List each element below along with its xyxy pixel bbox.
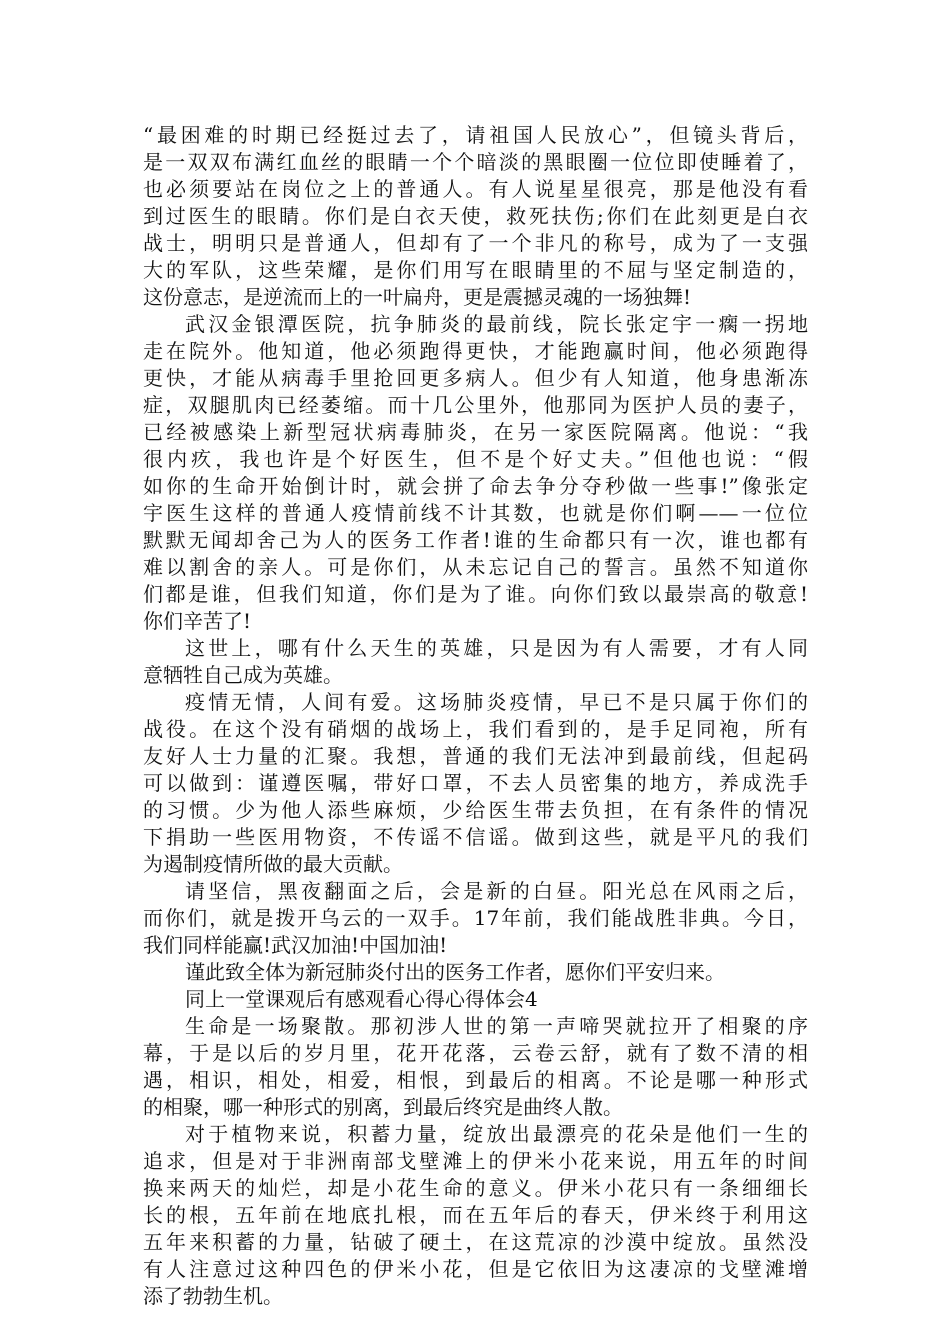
text-line: 的相聚，哪一种形式的别离，到最后终究是曲终人散。 xyxy=(143,1095,623,1119)
text-line: 疫情无情，人间有爱。这场肺炎疫情，早已不是只属于你们的 xyxy=(185,690,808,714)
text-line: 追求，但是对于非洲南部戈壁滩上的伊米小花来说，用五年的时间 xyxy=(143,1149,808,1173)
text-line: 谨此致全体为新冠肺炎付出的医务工作者，愿你们平安归来。 xyxy=(185,960,725,984)
text-line: 已经被感染上新型冠状病毒肺炎，在另一家医院隔离。他说：“我 xyxy=(143,420,808,444)
text-line: 五年来积蓄的力量，钻破了硬土，在这荒凉的沙漠中绽放。虽然没 xyxy=(143,1230,808,1254)
text-line: 如你的生命开始倒计时，就会拼了命去争分夺秒做一些事!”像张定 xyxy=(143,474,808,498)
text-line: 走在院外。他知道，他必须跑得更快，才能跑赢时间，他必须跑得 xyxy=(143,339,808,363)
text-line: 生命是一场聚散。那初涉人世的第一声啼哭就拉开了相聚的序 xyxy=(185,1014,808,1038)
text-line: 你们辛苦了! xyxy=(143,609,252,633)
text-line: 战士，明明只是普通人，但却有了一个非凡的称号，成为了一支强 xyxy=(143,231,808,255)
text-line: 战役。在这个没有硝烟的战场上，我们看到的，是手足同袍，所有 xyxy=(143,717,808,741)
text-line: 也必须要站在岗位之上的普通人。有人说星星很亮，那是他没有看 xyxy=(143,177,808,201)
text-line: “最困难的时期已经挺过去了，请祖国人民放心”，但镜头背后， xyxy=(143,123,808,147)
text-line: 添了勃勃生机。 xyxy=(143,1284,283,1308)
text-line: 这世上，哪有什么天生的英雄，只是因为有人需要，才有人同 xyxy=(185,636,808,660)
text-line: 默默无闻却舍己为人的医务工作者!谁的生命都只有一次，谁也都有 xyxy=(143,528,808,552)
text-line: 遇，相识，相处，相爱，相恨，到最后的相离。不论是哪一种形式 xyxy=(143,1068,808,1092)
text-line: 下捐助一些医用物资，不传谣不信谣。做到这些，就是平凡的我们 xyxy=(143,825,808,849)
paragraph xyxy=(143,311,808,635)
paragraph xyxy=(143,1013,808,1121)
text-line: 更快，才能从病毒手里抢回更多病人。但少有人知道，他身患渐冻 xyxy=(143,366,808,390)
text-line: 宇医生这样的普通人疫情前线不计其数，也就是你们啊——一位位 xyxy=(143,501,808,525)
text-line: 请坚信，黑夜翻面之后，会是新的白昼。阳光总在风雨之后， xyxy=(185,879,808,903)
text-line: 很内疚，我也许是个好医生，但不是个好丈夫。”但他也说：“假 xyxy=(143,447,808,471)
paragraph xyxy=(143,959,808,986)
text-line: 这份意志，是逆流而上的一叶扁舟，更是震撼灵魂的一场独舞! xyxy=(143,285,692,309)
document-page xyxy=(143,122,808,1310)
paragraph xyxy=(143,689,808,878)
text-line: 的习惯。少为他人添些麻烦，少给医生带去负担，在有条件的情况 xyxy=(143,798,808,822)
text-line: 对于植物来说，积蓄力量，绽放出最漂亮的花朵是他们一生的 xyxy=(185,1122,808,1146)
text-line: 幕，于是以后的岁月里，花开花落，云卷云舒，就有了数不清的相 xyxy=(143,1041,808,1065)
text-line: 症，双腿肌肉已经萎缩。而十几公里外，他那同为医护人员的妻子， xyxy=(143,393,808,417)
text-line: 为遏制疫情所做的最大贡献。 xyxy=(143,852,403,876)
paragraph xyxy=(143,1121,808,1310)
text-line: 而你们，就是拨开乌云的一双手。17年前，我们能战胜非典。今日， xyxy=(143,906,808,930)
section-heading xyxy=(143,986,808,1013)
text-line: 长的根，五年前在地底扎根，而在五年后的春天，伊米终于利用这 xyxy=(143,1203,808,1227)
text-line: 我们同样能赢!武汉加油!中国加油! xyxy=(143,933,448,957)
paragraph xyxy=(143,122,808,311)
text-line: 武汉金银潭医院，抗争肺炎的最前线，院长张定宇一瘸一拐地 xyxy=(185,312,808,336)
text-line: 到过医生的眼睛。你们是白衣天使，救死扶伤;你们在此刻更是白衣 xyxy=(143,204,808,228)
text-line: 可以做到：谨遵医嘱，带好口罩，不去人员密集的地方，养成洗手 xyxy=(143,771,808,795)
text-line: 们都是谁，但我们知道，你们是为了谁。向你们致以最崇高的敬意! xyxy=(143,582,808,606)
text-line: 换来两天的灿烂，却是小花生命的意义。伊米小花只有一条细细长 xyxy=(143,1176,808,1200)
heading-text: 同上一堂课观后有感观看心得心得体会4 xyxy=(185,987,538,1011)
text-line: 大的军队，这些荣耀，是你们用写在眼睛里的不屈与坚定制造的， xyxy=(143,258,808,282)
paragraph xyxy=(143,878,808,959)
text-line: 有人注意过这种四色的伊米小花，但是它依旧为这凄凉的戈壁滩增 xyxy=(143,1257,808,1281)
text-line: 友好人士力量的汇聚。我想，普通的我们无法冲到最前线，但起码 xyxy=(143,744,808,768)
text-line: 是一双双布满红血丝的眼睛一个个暗淡的黑眼圈一位位即使睡着了， xyxy=(143,150,808,174)
text-line: 意牺牲自己成为英雄。 xyxy=(143,663,343,687)
paragraph xyxy=(143,635,808,689)
text-line: 难以割舍的亲人。可是你们，从未忘记自己的誓言。虽然不知道你 xyxy=(143,555,808,579)
